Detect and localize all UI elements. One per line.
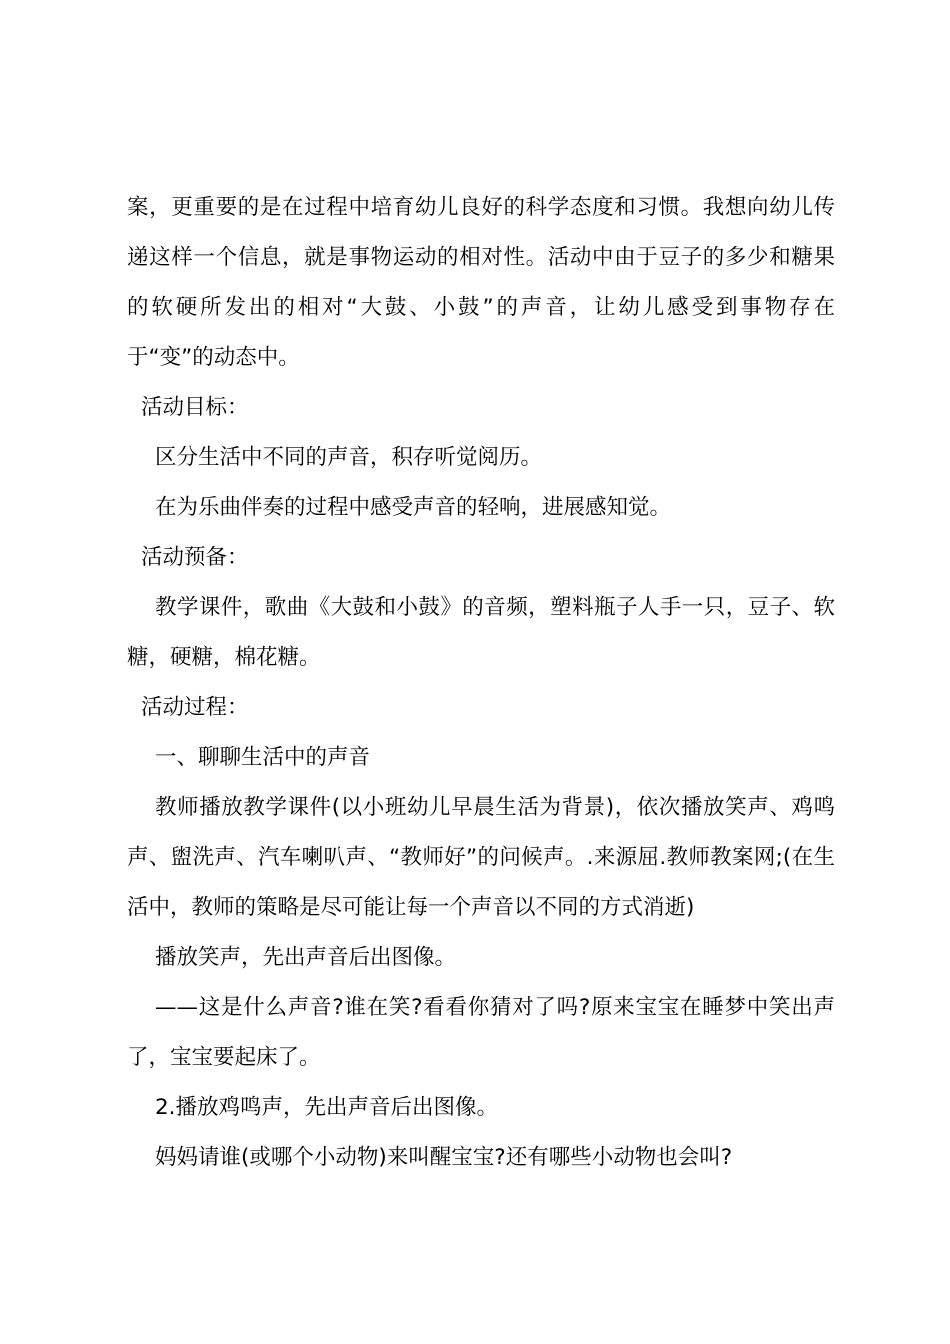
- section-heading-1: 一、聊聊生活中的声音: [155, 745, 371, 770]
- process-step-rooster: 2.播放鸡鸣声，先出声音后出图像。: [155, 1095, 499, 1120]
- goal-item-1: 区分生活中不同的声音，积存听觉阅历。: [155, 445, 543, 470]
- heading-activity-preparation: 活动预备：: [141, 545, 249, 570]
- process-question-rooster: 妈妈请谁(或哪个小动物)来叫醒宝宝?还有哪些小动物也会叫?: [155, 1145, 733, 1170]
- process-step-laugh: 播放笑声，先出声音后出图像。: [155, 945, 457, 970]
- heading-activity-goals: 活动目标：: [141, 395, 249, 420]
- paragraph-intro-continued: 案，更重要的是在过程中培育幼儿良好的科学态度和习惯。我想向幼儿传递这样一个信息，就是事物运动的相对性。活动中由于豆子的多少和糖果的软硬所发出的相对“大鼓、小鼓”的声音，让幼儿感受到事物存在于“变”的动态中。: [127, 195, 835, 370]
- process-paragraph-1: 教师播放教学课件(以小班幼儿早晨生活为背景)，依次播放笑声、鸡鸣声、盥洗声、汽车喇叭声、“教师好”的问候声。.来源屈.教师教案网;(在生活中，教师的策略是尽可能让每一个声音以不同的方式消逝): [127, 795, 835, 920]
- process-dialogue-laugh: ——这是什么声音?谁在笑?看看你猜对了吗?原来宝宝在睡梦中笑出声了，宝宝要起床了。: [127, 995, 835, 1070]
- heading-activity-process: 活动过程：: [141, 695, 249, 720]
- goal-item-2: 在为乐曲伴奏的过程中感受声音的轻响，进展感知觉。: [155, 495, 672, 520]
- document-body: [127, 183, 835, 1183]
- preparation-text: 教学课件，歌曲《大鼓和小鼓》的音频，塑料瓶子人手一只，豆子、软糖，硬糖，棉花糖。: [127, 595, 835, 670]
